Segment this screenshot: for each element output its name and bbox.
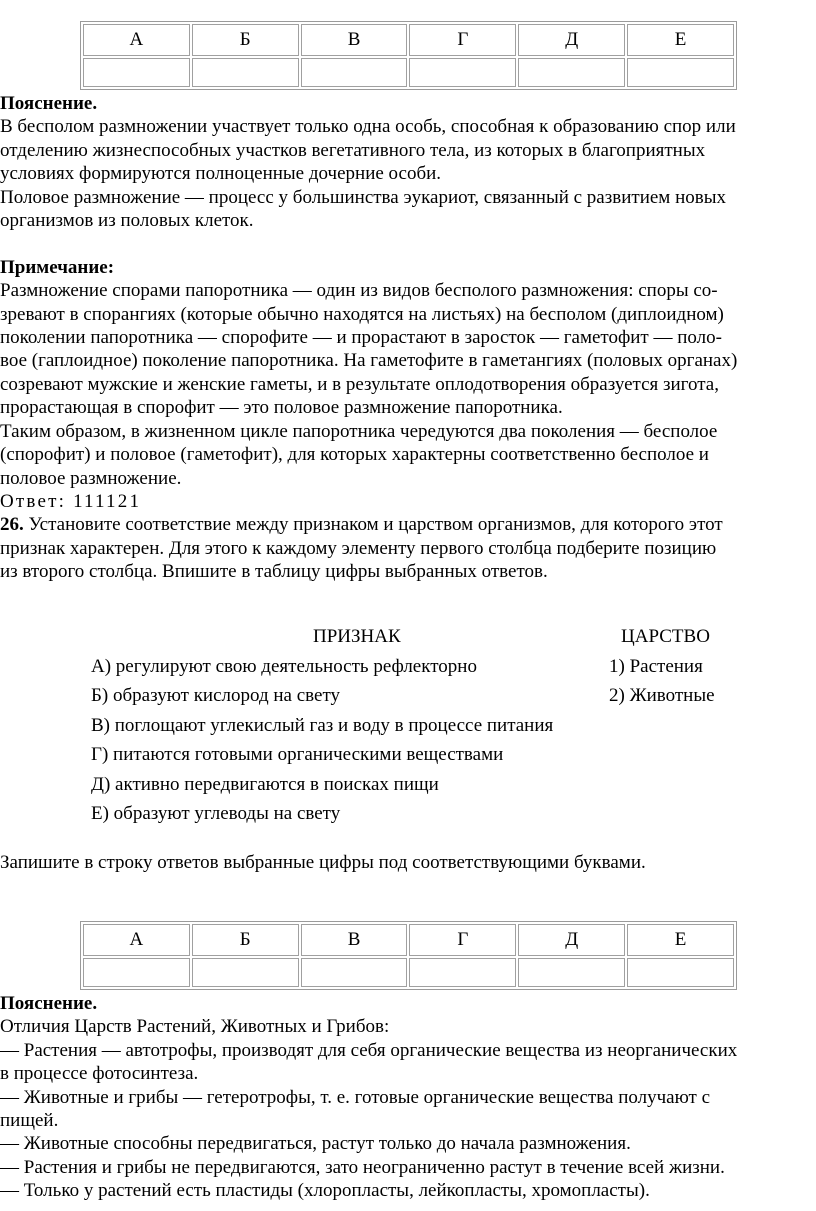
explanation-line: организмов из половых клеток. xyxy=(0,210,254,232)
answer-table-blank-row xyxy=(83,58,734,87)
answer-table-cell-empty xyxy=(409,958,516,987)
answer-table-cell-header: В xyxy=(301,24,408,56)
answer-table-header-row xyxy=(83,24,734,56)
answer-table-cell-empty xyxy=(627,58,734,87)
question-line: признак характерен. Для этого к каждому элементу первого столбца подберите позицию xyxy=(0,537,717,559)
note-line: (спорофит) и половое (гаметофит), для которых характерны соответственно бесполое и xyxy=(0,444,709,466)
answer-table-cell-empty xyxy=(518,958,625,987)
matching-row xyxy=(91,799,791,829)
matching-row xyxy=(91,652,791,682)
answer-table-cell-empty xyxy=(301,58,408,87)
explanation-heading: Пояснение. xyxy=(0,93,98,114)
answer-table-header-row xyxy=(83,924,734,956)
matching-header-row xyxy=(91,622,791,652)
matching-left-item: Б) образуют кислород на свету xyxy=(91,685,341,706)
question-line: из второго столбца. Впишите в таблицу цифры выбранных ответов. xyxy=(0,561,548,583)
answer-table-cell-empty xyxy=(83,58,190,87)
matching-left-item: Г) питаются готовыми органическими веществами xyxy=(91,744,504,765)
matching-left-item: А) регулируют свою деятельность рефлекторно xyxy=(91,655,477,677)
note-line: Размножение спорами папоротника — один из видов бесполого размножения: споры со- xyxy=(0,280,718,302)
answer-table-cell-header: Е xyxy=(627,24,734,56)
explanation-line: пищей. xyxy=(0,1110,59,1132)
instruction-block xyxy=(0,851,816,874)
note-line: зревают в спорангиях (которые обычно находятся на листьях) на бесполом (диплоидном) xyxy=(0,303,724,325)
matching-row xyxy=(91,740,791,770)
answer-table-cell-empty xyxy=(301,958,408,987)
answer-table-cell-header: А xyxy=(83,24,190,56)
explanation-line: условиях формируются полноценные дочерние особи. xyxy=(0,163,442,185)
explanation-line: В бесполом размножении участвует только одна особь, способная к образованию спор или xyxy=(0,116,736,138)
note-line: поколении папоротника — спорофите — и прорастают в заросток — гаметофит — поло- xyxy=(0,327,722,349)
question-text: Установите соответствие между признаком и царством организмов, для которого этот xyxy=(23,514,723,536)
matching-row xyxy=(91,770,791,800)
answer-table-cell-header: Г xyxy=(409,924,516,956)
matching-left-item: Е) образуют углеводы на свету xyxy=(91,803,341,824)
question-line xyxy=(0,513,816,536)
explanation-line: — Животные и грибы — гетеротрофы, т. е. готовые органические вещества получают с xyxy=(0,1086,711,1108)
explanation-block-1 xyxy=(0,92,816,584)
blank-line xyxy=(0,232,816,255)
matching-right-item: 2) Животные xyxy=(609,685,715,706)
explanation-line: отделению жизнеспособных участков вегетативного тела, из которых в благоприятных xyxy=(0,139,706,161)
answer-label: Ответ: xyxy=(0,490,67,512)
instruction-text: Запишите в строку ответов выбранные цифры под соответствующими буквами. xyxy=(0,852,646,873)
note-line: созревают мужские и женские гаметы, и в результате оплодотворения образуется зигота, xyxy=(0,373,719,395)
explanation-line: — Растения — автотрофы, производят для себя органические вещества из неорганических xyxy=(0,1039,738,1061)
answer-table-blank-row xyxy=(83,958,734,987)
explanation-line: Половое размножение — процесс у большинства эукариот, связанный с развитием новых xyxy=(0,186,726,208)
explanation-heading: Пояснение. xyxy=(0,993,98,1014)
answer-table-cell-header: Д xyxy=(518,924,625,956)
note-line: вое (гаплоидное) поколение папоротника. На гаметофите в гаметангиях (половых органах) xyxy=(0,350,738,372)
answer-table-cell-empty xyxy=(192,58,299,87)
matching-left-item: В) поглощают углекислый газ и воду в процессе питания xyxy=(91,714,554,736)
question-number: 26. xyxy=(0,514,24,536)
matching-left-item: Д) активно передвигаются в поисках пищи xyxy=(91,773,439,795)
explanation-line: — Животные способны передвигаться, растут только до начала размножения. xyxy=(0,1133,631,1155)
matching-section xyxy=(91,622,791,829)
matching-right-header: ЦАРСТВО xyxy=(621,626,710,647)
answer-table-cell-empty xyxy=(518,58,625,87)
note-heading: Примечание: xyxy=(0,256,115,278)
explanation-block-2 xyxy=(0,992,816,1203)
note-line: Таким образом, в жизненном цикле папоротника чередуются два поколения — бесполое xyxy=(0,420,718,442)
note-line: прорастающая в спорофит — это половое размножение папоротника. xyxy=(0,397,563,419)
answer-table-cell-header: Г xyxy=(409,24,516,56)
answer-table-cell-empty xyxy=(83,958,190,987)
matching-left-header: ПРИЗНАК xyxy=(313,626,401,647)
answer-table-top xyxy=(80,21,737,90)
matching-row xyxy=(91,711,791,741)
answer-table-cell-header: Е xyxy=(627,924,734,956)
answer-table-cell-header: Б xyxy=(192,924,299,956)
answer-table-bottom xyxy=(80,921,737,990)
answer-table-cell-header: А xyxy=(83,924,190,956)
answer-value: 111121 xyxy=(73,490,142,512)
answer-table-cell-empty xyxy=(192,958,299,987)
note-line: половое размножение. xyxy=(0,467,182,489)
explanation-line: — Растения и грибы не передвигаются, зато неограниченно растут в течение всей жизни. xyxy=(0,1156,725,1178)
answer-table-cell-header: Д xyxy=(518,24,625,56)
answer-table-cell-header: В xyxy=(301,924,408,956)
answer-table-cell-empty xyxy=(409,58,516,87)
matching-right-item: 1) Растения xyxy=(609,655,703,677)
matching-row xyxy=(91,681,791,711)
explanation-line: Отличия Царств Растений, Животных и Грибов: xyxy=(0,1016,390,1038)
explanation-line: — Только у растений есть пластиды (хлоропласты, лейкопласты, хромопласты). xyxy=(0,1180,650,1202)
answer-table-cell-header: Б xyxy=(192,24,299,56)
explanation-line: в процессе фотосинтеза. xyxy=(0,1063,199,1085)
answer-line xyxy=(0,490,816,513)
answer-table-cell-empty xyxy=(627,958,734,987)
